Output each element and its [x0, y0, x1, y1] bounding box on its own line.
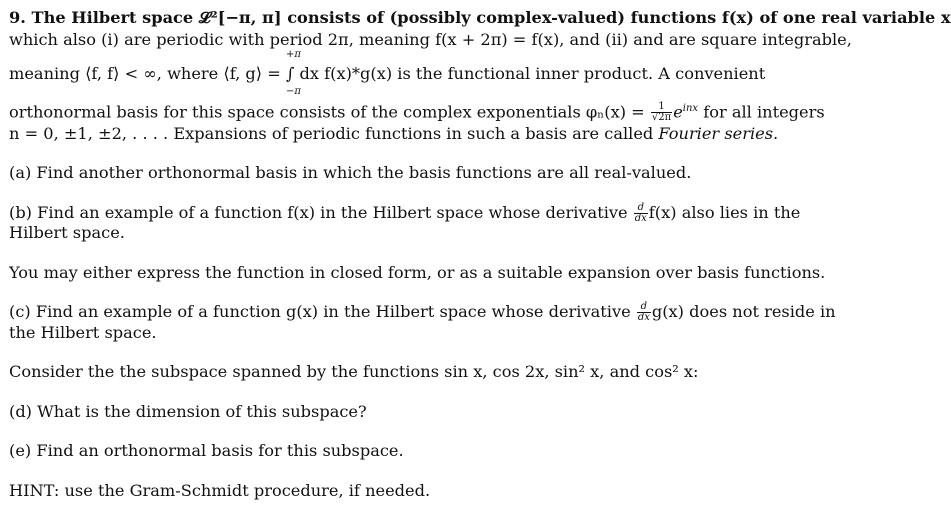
inner-product-definition-end: dx f(x)*g(x) is the functional inner product. A convenient — [294, 64, 766, 83]
derivative-numerator: d — [634, 203, 648, 214]
inner-product-definition-start: meaning ⟨f, f⟩ < ∞, where ⟨f, g⟩ = — [9, 64, 286, 83]
integral-lower-limit: −π — [285, 86, 301, 97]
intro-line-3 — [9, 49, 809, 97]
fraction-denominator: √2π — [651, 112, 672, 124]
basis-definition-start: orthonormal basis for this space consists of the complex exponentials φₙ(x) = — [9, 102, 650, 122]
intro-line-5 — [9, 123, 809, 144]
derivative-operator-b — [634, 203, 648, 224]
fraction-numerator: 1 — [651, 102, 672, 113]
derivative-denominator: dx — [637, 312, 650, 323]
normalization-fraction — [651, 102, 672, 123]
integral-sign: ∫ — [285, 64, 295, 83]
integral-upper-limit: +π — [285, 49, 301, 60]
intro-line-2: which also (i) are periodic with period 2π, meaning f(x + 2π) = f(x), and (ii) and are square integrable, — [9, 30, 852, 49]
part-a: (a) Find another orthonormal basis in which the basis functions are all real-valued. — [9, 163, 692, 182]
intro-line-4 — [9, 98, 825, 124]
exponent: inx — [682, 103, 699, 114]
fourier-series-term: Fourier series — [658, 124, 774, 143]
part-b-text-end: f(x) also lies in the — [648, 203, 801, 222]
part-c-text-end: g(x) does not reside in — [651, 302, 836, 321]
part-d: (d) What is the dimension of this subspace? — [9, 402, 367, 421]
part-b-note: You may either express the function in closed form, or as a suitable expansion over basis functions. — [9, 263, 826, 282]
fourier-sentence: n = 0, ±1, ±2, . . . . Expansions of periodic functions in such a basis are called — [9, 124, 659, 143]
derivative-denominator: dx — [634, 213, 647, 224]
part-c-text-start: (c) Find an example of a function g(x) in the Hilbert space whose derivative — [9, 302, 636, 321]
hint: HINT: use the Gram-Schmidt procedure, if needed. — [9, 481, 431, 500]
integral — [285, 49, 301, 97]
derivative-numerator: d — [637, 302, 651, 313]
basis-definition-end: for all integers — [698, 102, 825, 122]
part-b-line-1 — [9, 202, 809, 224]
part-c-line-1 — [9, 301, 836, 323]
problem-number-and-intro: 9. The Hilbert space 𝓛²[−π, π] consists of (possibly complex-valued) functions f(x) of one real variable x — [9, 8, 951, 27]
fourier-sentence-end: . — [773, 124, 779, 143]
part-b-text-start: (b) Find an example of a function f(x) in the Hilbert space whose derivative — [9, 203, 633, 222]
subspace-statement: Consider the the subspace spanned by the functions sin x, cos 2x, sin² x, and cos² x: — [9, 362, 699, 381]
part-e: (e) Find an orthonormal basis for this subspace. — [9, 441, 404, 460]
part-b-line-2: Hilbert space. — [9, 223, 125, 242]
intro-line-1 — [9, 7, 951, 28]
derivative-operator-c — [637, 302, 651, 323]
exponential-base: e — [673, 102, 683, 122]
part-c-line-2: the Hilbert space. — [9, 323, 157, 342]
